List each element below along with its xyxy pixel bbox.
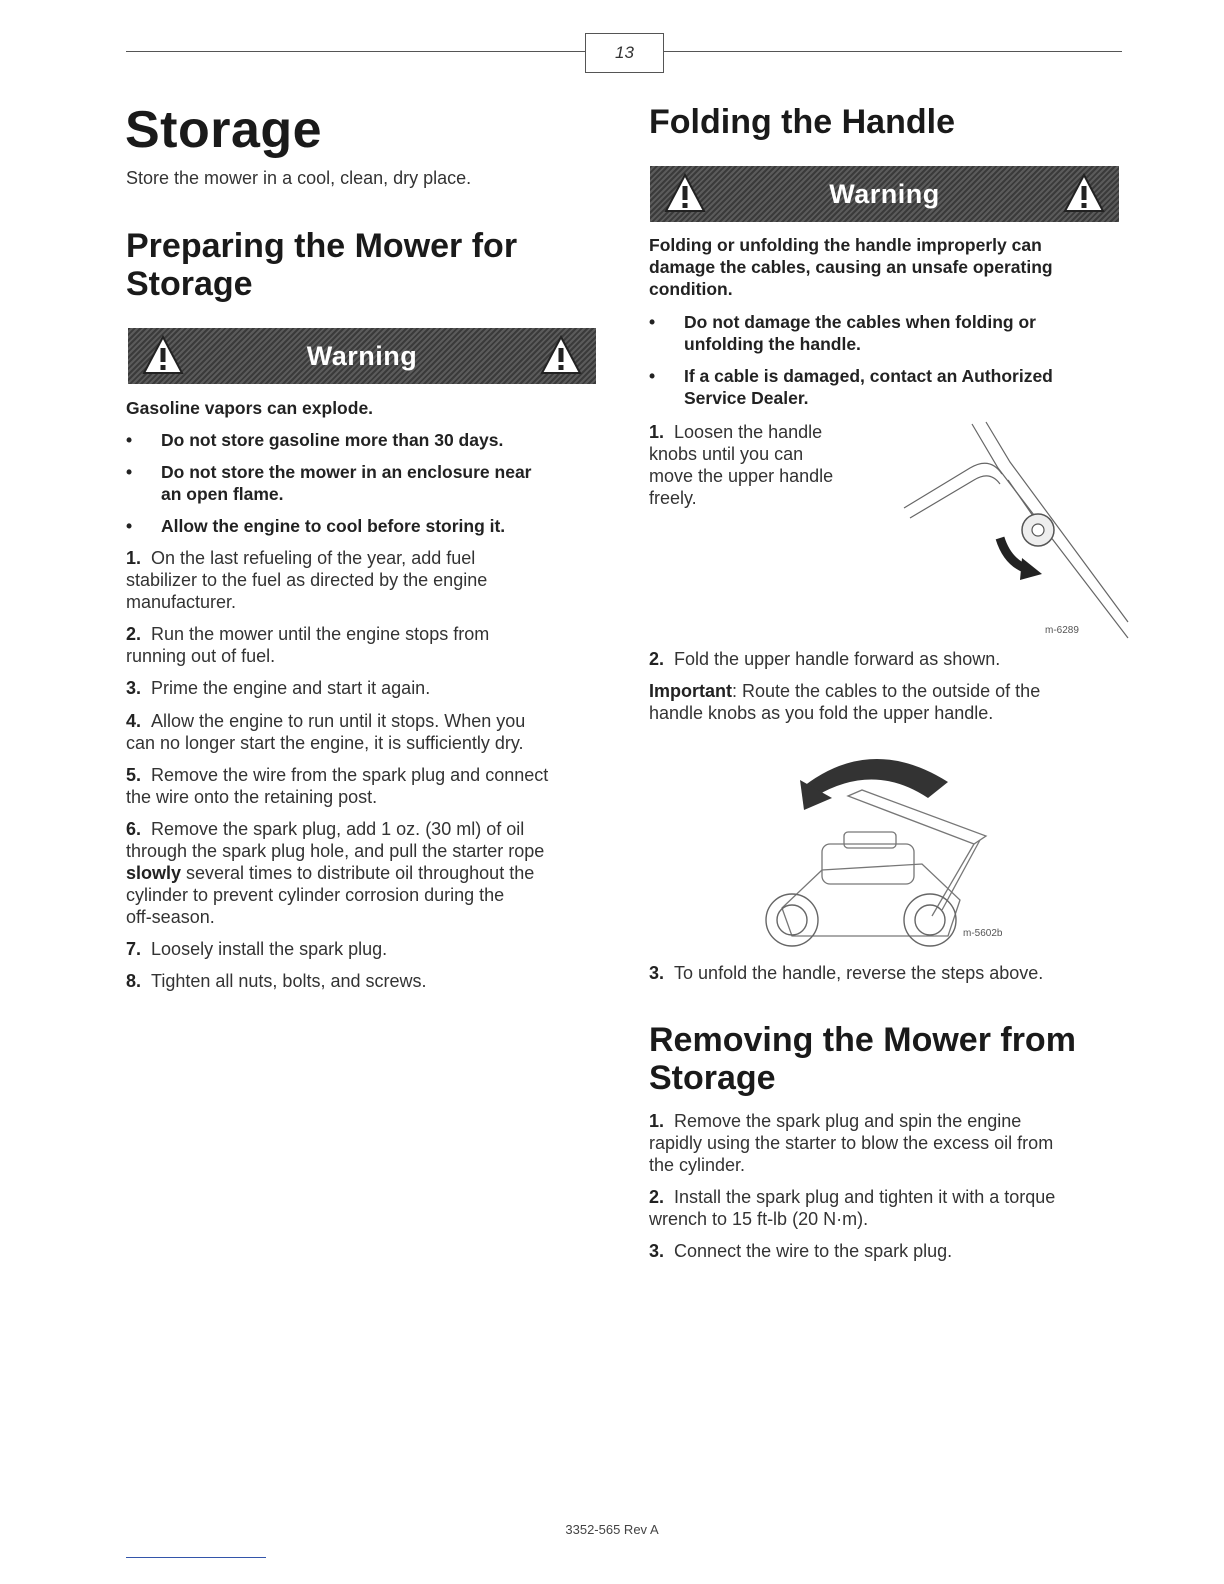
warning-label: Warning <box>829 178 940 209</box>
prep-step-3: 3. Prime the engine and start it again. <box>126 678 431 698</box>
prep-step-7: 7. Loosely install the spark plug. <box>126 939 388 959</box>
preparing-title-line1: Preparing the Mower for <box>126 227 518 265</box>
warning-banner-right <box>650 166 1119 222</box>
warning-triangle-icon <box>1063 172 1105 214</box>
removing-title-line2: Storage <box>649 1059 776 1097</box>
folding-warning-bullet: • Do not damage the cables when folding or unfolding the handle. <box>649 312 1036 354</box>
prep-step-1: 1. On the last refueling of the year, add fuel stabilizer to the fuel as directed by the engine manufacturer. <box>126 548 488 612</box>
footer-doc-id: 3352-565 Rev A <box>565 1522 659 1537</box>
fold-step-3: 3. To unfold the handle, reverse the steps above. <box>649 963 1044 983</box>
removing-title-line1: Removing the Mower from <box>649 1021 1076 1059</box>
remove-step-1: 1. Remove the spark plug and spin the engine rapidly using the starter to blow the excess oil from the cylinder. <box>649 1111 1054 1175</box>
preparing-title-line2: Storage <box>126 265 253 303</box>
fold-arrow-icon <box>804 759 948 798</box>
header-rule-right <box>662 51 1122 52</box>
warning-bullet: • Do not store gasoline more than 30 days. <box>126 430 504 450</box>
warning-bullet: • Do not store the mower in an enclosure near an open flame. <box>126 462 532 504</box>
warning-triangle-icon <box>664 172 706 214</box>
wheel-icon <box>766 894 956 946</box>
folding-title: Folding the Handle <box>649 103 955 141</box>
fold-step-1: 1. Loosen the handle knobs until you can move the upper handle freely. <box>649 422 834 508</box>
important-note: Important: Route the cables to the outside of the handle knobs as you fold the upper handle. <box>649 681 1041 723</box>
warning-banner-left <box>128 328 596 384</box>
warning-lead: Gasoline vapors can explode. <box>126 398 374 418</box>
prep-step-5: 5. Remove the wire from the spark plug and connect the wire onto the retaining post. <box>126 765 549 807</box>
header-rule-left <box>126 51 585 52</box>
prep-step-4: 4. Allow the engine to run until it stops. When you can no longer start the engine, it is sufficiently dry. <box>126 711 526 753</box>
knob-icon <box>1022 514 1054 546</box>
remove-step-3: 3. Connect the wire to the spark plug. <box>649 1241 953 1261</box>
footer-link-line <box>126 1557 266 1558</box>
mower-fold-figure <box>752 740 1022 950</box>
page-title: Storage <box>125 101 323 159</box>
storage-intro: Store the mower in a cool, clean, dry place. <box>126 168 472 188</box>
fold-step-2: 2. Fold the upper handle forward as shown. <box>649 649 1001 669</box>
folding-warning-lead: Folding or unfolding the handle improperly can damage the cables, causing an unsafe operating condition. <box>649 235 1053 299</box>
warning-triangle-icon <box>540 334 582 376</box>
remove-step-2: 2. Install the spark plug and tighten it with a torque wrench to 15 ft-lb (20 N·m). <box>649 1187 1056 1229</box>
warning-triangle-icon <box>142 334 184 376</box>
figure-label: m-6289 <box>1045 625 1079 636</box>
folding-warning-bullet: • If a cable is damaged, contact an Authorized Service Dealer. <box>649 366 1053 408</box>
warning-label: Warning <box>306 340 418 371</box>
handle-knob-figure <box>890 418 1130 640</box>
page-number: 13 <box>585 33 664 73</box>
prep-step-2: 2. Run the mower until the engine stops from running out of fuel. <box>126 624 490 666</box>
warning-bullet: • Allow the engine to cool before storing it. <box>126 516 506 536</box>
figure-label: m-5602b <box>963 928 1003 939</box>
prep-step-6: 6. Remove the spark plug, add 1 oz. (30 ml) of oil through the spark plug hole, and pull the starter rope slowly several times to distribute oil throughout the cylinder to prevent cylinder corrosion during the off-season. <box>126 819 545 927</box>
prep-step-8: 8. Tighten all nuts, bolts, and screws. <box>126 971 427 991</box>
